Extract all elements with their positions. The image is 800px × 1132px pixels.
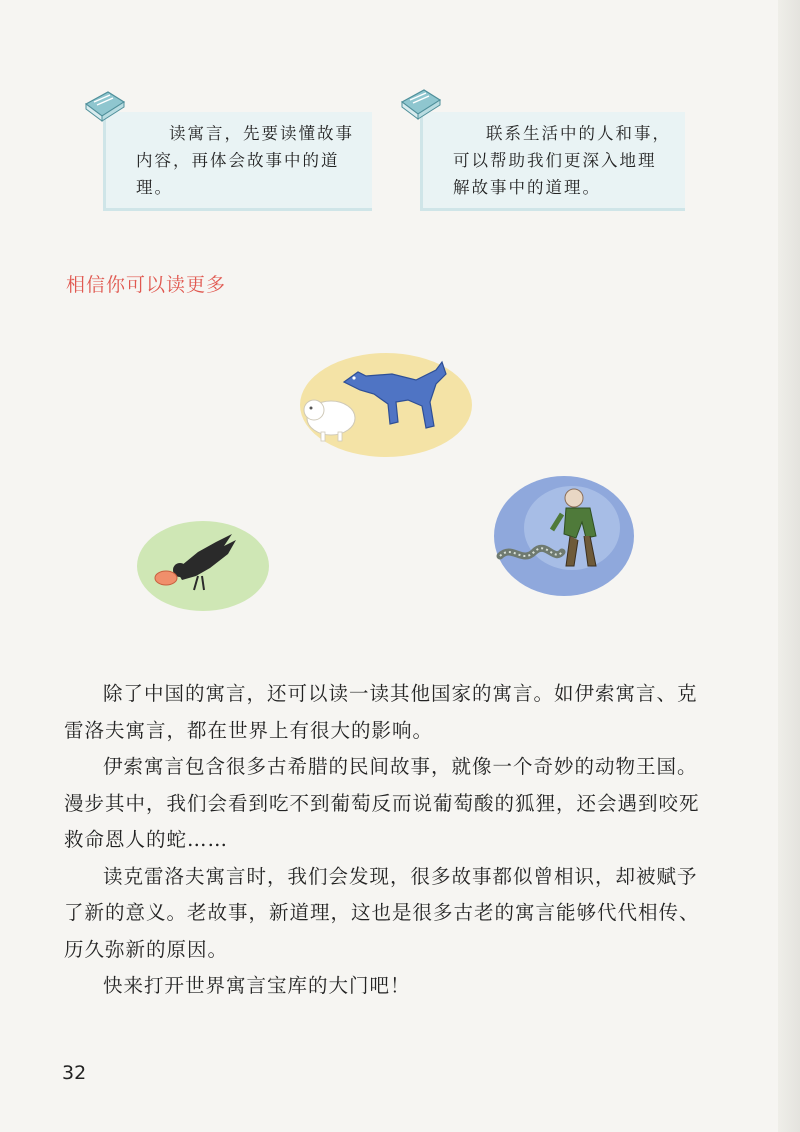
- tip-card: [103, 112, 372, 211]
- tip-text: 读寓言，先要读懂故事内容，再体会故事中的道理。: [136, 124, 354, 197]
- body-text: [64, 676, 704, 1005]
- paragraph: 除了中国的寓言，还可以读一读其他国家的寓言。如伊索寓言、克雷洛夫寓言，都在世界上有很大的影响。: [64, 682, 698, 742]
- page-edge: [778, 0, 800, 1132]
- paragraph: 读克雷洛夫寓言时，我们会发现，很多故事都似曾相识，却被赋予了新的意义。老故事，新道理，这也是很多古老的寓言能够代代相传、历久弥新的原因。: [64, 864, 700, 961]
- page-number: 32: [62, 1062, 87, 1084]
- paragraph: 伊索寓言包含很多古希腊的民间故事，就像一个奇妙的动物王国。漫步其中，我们会看到吃不到葡萄反而说葡萄酸的狐狸，还会遇到咬死救命恩人的蛇……: [64, 755, 700, 851]
- book-icon: [398, 86, 444, 124]
- cheese-figure: [155, 571, 177, 585]
- tip-text: 联系生活中的人和事，可以帮助我们更深入地理解故事中的道理。: [453, 124, 671, 197]
- crow-with-cheese-illustration: [136, 516, 270, 612]
- section-title: 相信你可以读更多: [66, 274, 227, 296]
- paragraph: 快来打开世界寓言宝库的大门吧！: [103, 974, 411, 997]
- tip-card: [420, 112, 685, 211]
- book-icon: [82, 88, 128, 126]
- wolf-and-lamb-illustration: [296, 350, 476, 460]
- farmer-and-snake-illustration: [492, 474, 636, 598]
